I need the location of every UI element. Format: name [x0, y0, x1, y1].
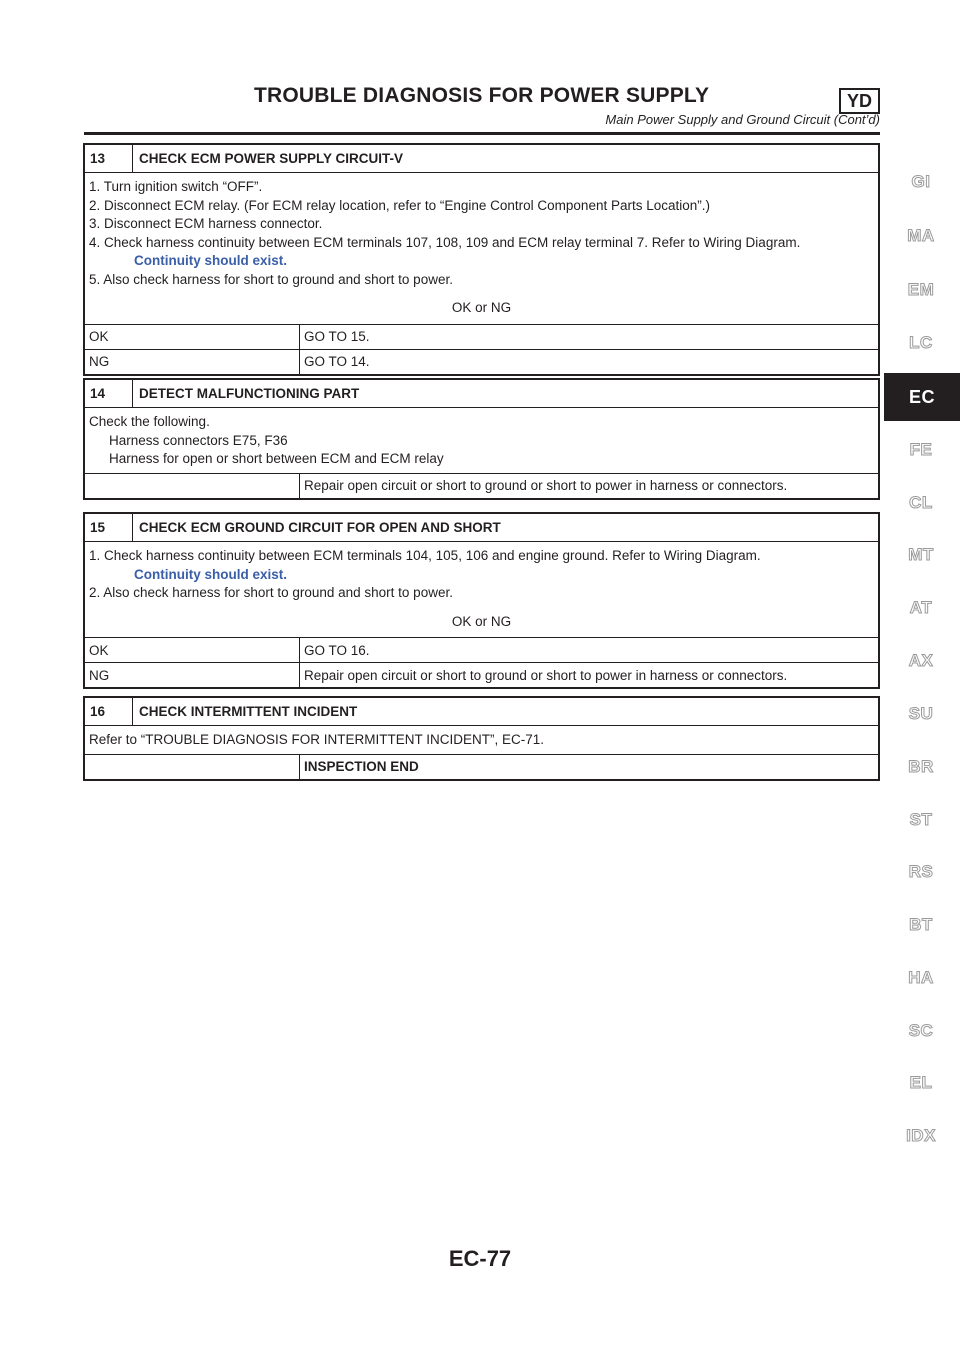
section-tab-cl[interactable]: CL [909, 493, 933, 512]
instruction-line: 5. Also check harness for short to ground and short to power. [89, 271, 453, 287]
step-title: CHECK INTERMITTENT INCIDENT [139, 704, 358, 719]
section-tab-ma[interactable]: MA [907, 226, 935, 245]
section-tab-su[interactable]: SU [908, 704, 934, 723]
step-header [85, 514, 878, 542]
result-row [85, 637, 878, 662]
step-instructions [85, 408, 878, 473]
result-key: NG [89, 667, 110, 683]
result-key: OK [89, 642, 109, 658]
section-tab-mt[interactable]: MT [908, 545, 934, 564]
section-tab-gi[interactable]: GI [911, 172, 931, 191]
section-tab-idx[interactable]: IDX [906, 1126, 936, 1145]
ok-or-ng-label: OK or NG [451, 300, 512, 315]
instruction-line: 3. Disconnect ECM harness connector. [89, 216, 323, 231]
result-row [85, 349, 878, 374]
result-key [85, 474, 299, 498]
result-action: INSPECTION END [299, 755, 419, 779]
section-tab-fe[interactable]: FE [909, 440, 933, 459]
section-tab-st[interactable]: ST [909, 810, 933, 829]
result-row [85, 662, 878, 687]
check-item: Harness for open or short between ECM and ECM relay [109, 451, 444, 466]
instruction-line: 1. Check harness continuity between ECM terminals 104, 105, 106 and engine ground. Refer to Wiring Diagram. [89, 548, 761, 563]
instruction-line: 2. Disconnect ECM relay. (For ECM relay location, refer to “Engine Control Component Parts Location”.) [89, 197, 710, 213]
step-header [85, 698, 878, 726]
section-tab-bt[interactable]: BT [909, 915, 933, 934]
section-tab-ec[interactable]: EC [884, 373, 960, 421]
section-tab-at[interactable]: AT [909, 598, 933, 617]
result-action: Repair open circuit or short to ground or short to power in harness or connectors. [299, 474, 787, 498]
step-14-box [83, 378, 880, 500]
step-number: 15 [85, 514, 133, 541]
section-tab-ha[interactable]: HA [908, 968, 934, 987]
section-tab-em[interactable]: EM [907, 280, 935, 299]
result-action: GO TO 14. [299, 350, 370, 374]
step-instructions [85, 726, 878, 754]
step-15-box [83, 512, 880, 689]
page-title: TROUBLE DIAGNOSIS FOR POWER SUPPLY [254, 84, 710, 107]
ok-or-ng-label: OK or NG [451, 613, 512, 629]
step-title: CHECK ECM POWER SUPPLY CIRCUIT-V [139, 151, 404, 166]
section-tab-ax[interactable]: AX [908, 651, 934, 670]
section-tab-rs[interactable]: RS [908, 862, 934, 881]
result-action: GO TO 16. [299, 638, 370, 662]
expected-result: Continuity should exist. [134, 566, 288, 582]
section-tab-el[interactable]: EL [909, 1073, 933, 1092]
step-number: 13 [85, 145, 133, 172]
step-header [85, 145, 878, 173]
result-key: NG [89, 354, 110, 369]
result-key: OK [89, 329, 109, 344]
instruction-line: 4. Check harness continuity between ECM terminals 107, 108, 109 and ECM relay terminal 7. Refer to Wiring Diagram. [89, 234, 801, 250]
step-number: 16 [85, 698, 133, 725]
section-index-sidebar [884, 0, 960, 1358]
step-header [85, 380, 878, 408]
result-action: GO TO 15. [299, 325, 370, 349]
instruction-line: Check the following. [89, 414, 210, 429]
page-number: EC-77 [448, 1246, 512, 1271]
step-title: DETECT MALFUNCTIONING PART [139, 386, 360, 401]
expected-result: Continuity should exist. [134, 253, 288, 268]
step-title: CHECK ECM GROUND CIRCUIT FOR OPEN AND SHORT [139, 520, 501, 535]
step-13-box [83, 143, 880, 376]
instruction-line: 1. Turn ignition switch “OFF”. [89, 179, 263, 194]
instruction-line: Refer to “TROUBLE DIAGNOSIS FOR INTERMITTENT INCIDENT”, EC-71. [89, 732, 545, 747]
page-header [84, 84, 880, 134]
page-subtitle: Main Power Supply and Ground Circuit (Cont’d) [605, 112, 880, 127]
header-divider [84, 132, 880, 135]
section-tab-lc[interactable]: LC [909, 333, 933, 352]
result-row [85, 324, 878, 349]
step-instructions [85, 542, 878, 637]
result-key [85, 755, 299, 779]
instruction-line: 2. Also check harness for short to ground and short to power. [89, 585, 453, 600]
result-row [85, 473, 878, 498]
result-row [85, 754, 878, 779]
step-number: 14 [85, 380, 133, 407]
section-tab-sc[interactable]: SC [908, 1021, 934, 1040]
section-tab-br[interactable]: BR [908, 757, 934, 776]
result-action: Repair open circuit or short to ground or short to power in harness or connectors. [299, 663, 787, 687]
model-badge: YD [839, 88, 880, 114]
step-16-box [83, 696, 880, 781]
check-item: Harness connectors E75, F36 [109, 432, 288, 448]
step-instructions [85, 173, 878, 324]
